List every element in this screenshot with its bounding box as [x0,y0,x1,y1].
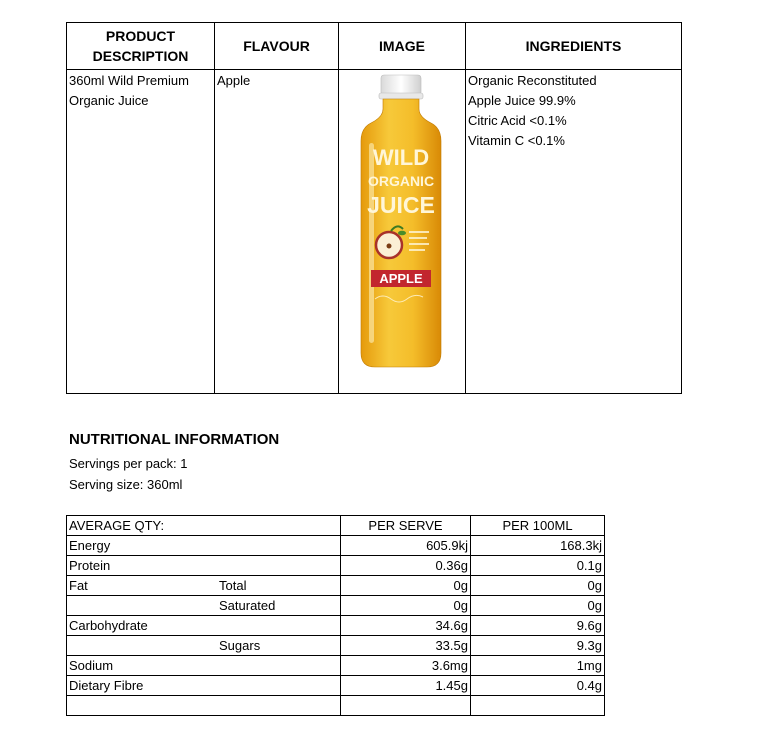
serving-size: Serving size: 360ml [69,477,183,492]
header-flavour: FLAVOUR [215,23,339,70]
nutrition-row [67,556,605,576]
nutrient-per-serve: 33.5g [341,636,471,656]
nutrition-title: NUTRITIONAL INFORMATION [69,431,280,448]
nutrient-name [67,596,218,616]
product-flavour: Apple [215,70,339,394]
product-row [67,70,682,394]
nutrient-per-100ml: 1mg [471,656,605,676]
nutrient-per-serve: 0g [341,596,471,616]
product-table [66,22,682,394]
juice-bottle-image [351,73,451,370]
nutrient-per-serve: 0g [341,576,471,596]
nutrient-per-100ml: 0.4g [471,676,605,696]
nutrient-name [67,696,218,716]
bottle-label-organic: ORGANIC [367,173,435,189]
nutrient-name [67,636,218,656]
nutrient-sub [217,656,341,676]
nutrient-per-serve: 605.9kj [341,536,471,556]
bottle-label-juice: JUICE [367,192,435,218]
product-ingredients [466,70,682,394]
header-per-serve: PER SERVE [341,516,471,536]
header-per-100ml: PER 100ML [471,516,605,536]
product-table-header [67,23,682,70]
nutrient-sub: Sugars [217,636,341,656]
nutrient-name: Carbohydrate [67,616,218,636]
nutrient-sub: Saturated [217,596,341,616]
nutrient-per-serve: 0.36g [341,556,471,576]
nutrient-per-100ml: 0g [471,596,605,616]
nutrient-per-serve: 3.6mg [341,656,471,676]
ingredient-item: Citric Acid <0.1% [468,113,567,128]
product-description [67,70,215,394]
nutrient-name: Dietary Fibre [67,676,218,696]
nutrition-row [67,676,605,696]
ingredient-item: Vitamin C <0.1% [468,133,565,148]
nutrition-row [67,536,605,556]
bottle-flavour-text: APPLE [379,271,423,286]
nutrient-name: Sodium [67,656,218,676]
nutrient-per-100ml: 9.6g [471,616,605,636]
nutrition-row [67,696,605,716]
nutrition-header-row [67,516,605,536]
bottle-label-wild: WILD [372,145,430,170]
header-ingredients: INGREDIENTS [466,23,682,70]
nutrient-per-100ml: 168.3kj [471,536,605,556]
nutrient-name: Protein [67,556,218,576]
header-product-description: PRODUCT DESCRIPTION [67,23,215,70]
nutrient-per-serve: 34.6g [341,616,471,636]
nutrient-sub [217,556,341,576]
nutrient-per-100ml: 9.3g [471,636,605,656]
nutrient-per-serve: 1.45g [341,676,471,696]
nutrition-row [67,636,605,656]
nutrition-row [67,576,605,596]
product-image-cell [339,70,466,394]
ingredient-item: Organic Reconstituted Apple Juice 99.9% [468,73,597,108]
nutrition-row [67,616,605,636]
nutrient-per-100ml: 0.1g [471,556,605,576]
header-average-qty: AVERAGE QTY: [67,516,218,536]
nutrient-sub: Total [217,576,341,596]
nutrient-per-serve [341,696,471,716]
nutrient-name: Energy [67,536,218,556]
nutrient-per-100ml: 0g [471,576,605,596]
nutrition-row [67,596,605,616]
nutrient-per-100ml [471,696,605,716]
header-image: IMAGE [339,23,466,70]
nutrient-sub [217,696,341,716]
nutrition-table [66,515,605,716]
servings-per-pack: Servings per pack: 1 [69,456,188,471]
header-spacer [217,516,341,536]
nutrient-name: Fat [67,576,218,596]
nutrition-row [67,656,605,676]
nutrient-sub [217,536,341,556]
nutrient-sub [217,676,341,696]
nutrient-sub [217,616,341,636]
product-description-text: 360ml Wild Premium Organic Juice [69,73,189,108]
